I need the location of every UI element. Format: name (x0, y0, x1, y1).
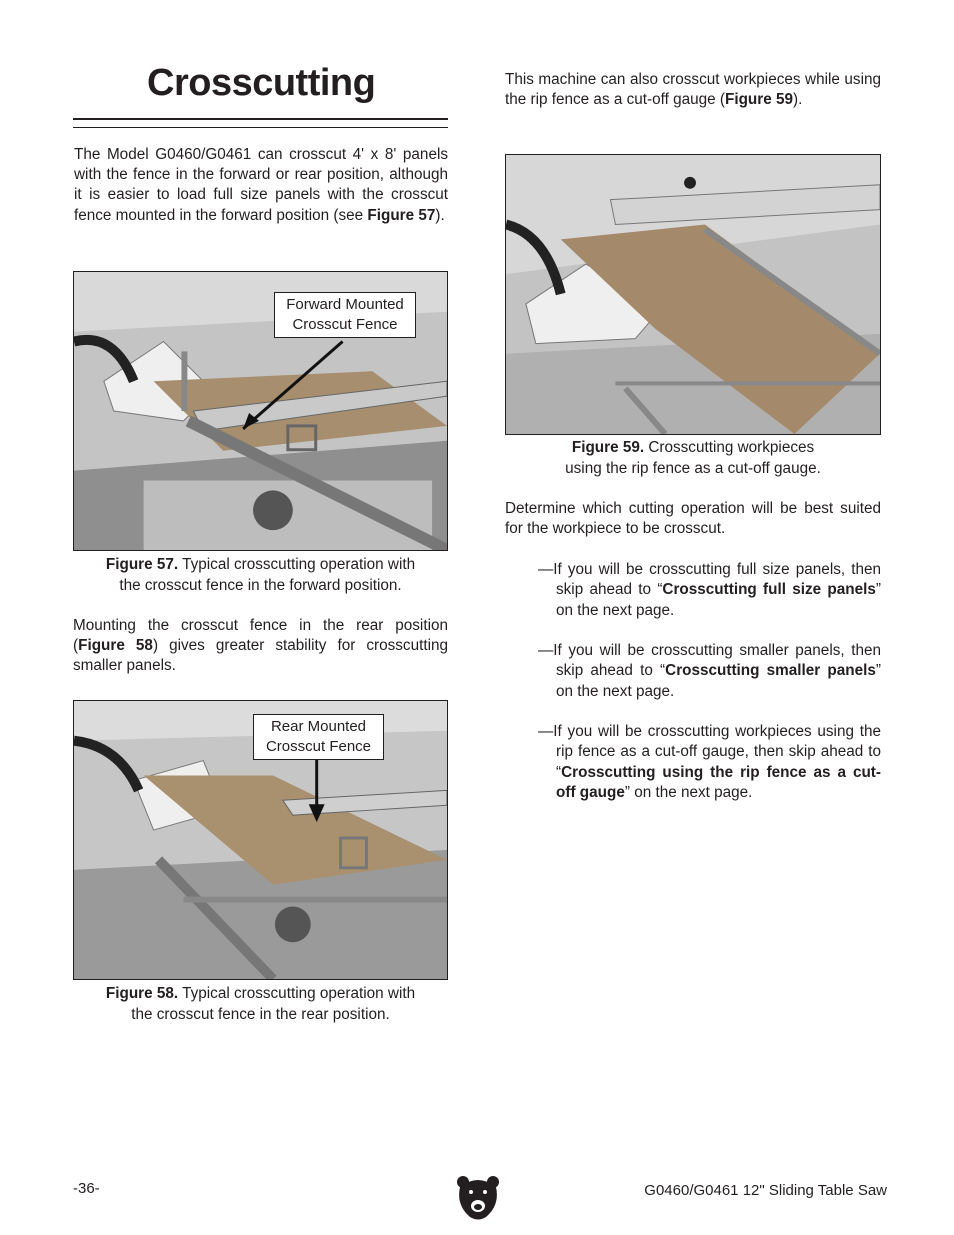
option-text: —If you will be crosscutting smaller panels, then skip ahead to “ (538, 642, 881, 680)
callout-line-1: Forward Mounted (286, 296, 404, 313)
intro-text-end: ). (435, 206, 445, 224)
page-number: -36- (73, 1180, 100, 1197)
figure-58-reference: Figure 58 (78, 637, 153, 655)
figure-59-photo (505, 154, 881, 435)
caption-text-2: the crosscut fence in the forward position. (119, 576, 402, 594)
rear-text-end: ) gives greater stability for crosscutting smaller panels. (73, 637, 448, 675)
caption-label: Figure 58. (105, 985, 179, 1002)
intro-text: The Model G0460/G0461 can crosscut 4' x 8' panels with the fence in the forward or rear position, although it is easier to load full size panels with the crosscut fence mounted in the forward position (see (74, 146, 448, 224)
callout-line-2: Crosscut Fence (292, 316, 398, 333)
option-section-name: Crosscutting full size panels (662, 581, 876, 599)
caption-text-2: using the rip fence as a cut-off gauge. (565, 459, 821, 477)
option-section-name: Crosscutting smaller panels (665, 662, 876, 680)
option-text: —If you will be crosscutting workpieces using the rip fence as a cut-off gauge, then skip ahead to “ (538, 723, 881, 781)
option-text-end: ” on the next page. (624, 783, 753, 801)
figure-57-caption (73, 555, 448, 596)
figure-57-reference: Figure 57 (367, 206, 436, 224)
caption-label: Figure 59. (571, 439, 645, 456)
caption-text: Crosscutting workpieces (644, 439, 815, 456)
rip-intro-text-end: ). (792, 91, 803, 109)
page-title: Crosscutting (147, 62, 376, 104)
option-section-name: Crosscutting using the rip fence as a cut-off gauge (556, 763, 881, 801)
figure-58-callout (253, 714, 384, 760)
rear-position-paragraph (73, 616, 448, 677)
option-rip-fence-gauge (538, 722, 881, 803)
intro-paragraph (74, 145, 448, 226)
option-full-size-panels (538, 560, 881, 621)
option-smaller-panels (538, 641, 881, 702)
title-rule-thick (73, 118, 448, 120)
rip-intro-text: This machine can also crosscut workpieces while using the rip fence as a cut-off gauge ( (505, 71, 881, 109)
rear-text: Mounting the crosscut fence in the rear position ( (73, 617, 448, 655)
figure-58-caption (73, 984, 448, 1025)
option-text-end: ” on the next page. (556, 581, 881, 619)
caption-label: Figure 57. (105, 556, 179, 573)
option-text-end: ” on the next page. (556, 662, 882, 700)
footer-model-name: G0460/G0461 12" Sliding Table Saw (644, 1182, 887, 1199)
rip-fence-intro-paragraph (505, 70, 881, 110)
title-rule-thin (73, 127, 448, 128)
callout-line-1: Rear Mounted (270, 718, 367, 735)
option-text: —If you will be crosscutting full size panels, then skip ahead to “ (538, 561, 881, 599)
caption-text: Typical crosscutting operation with (178, 556, 416, 573)
figure-59-caption (505, 438, 881, 479)
caption-text-2: the crosscut fence in the rear position. (131, 1005, 390, 1023)
figure-57-callout (274, 292, 416, 338)
callout-line-2: Crosscut Fence (265, 738, 372, 755)
determine-paragraph: Determine which cutting operation will be best suited for the workpiece to be crosscut. (505, 500, 881, 538)
figure-59-reference: Figure 59 (724, 91, 793, 109)
grizzly-bear-logo-icon (456, 1175, 500, 1221)
caption-text: Typical crosscutting operation with (178, 985, 416, 1002)
figure-59-illustration (506, 155, 880, 434)
